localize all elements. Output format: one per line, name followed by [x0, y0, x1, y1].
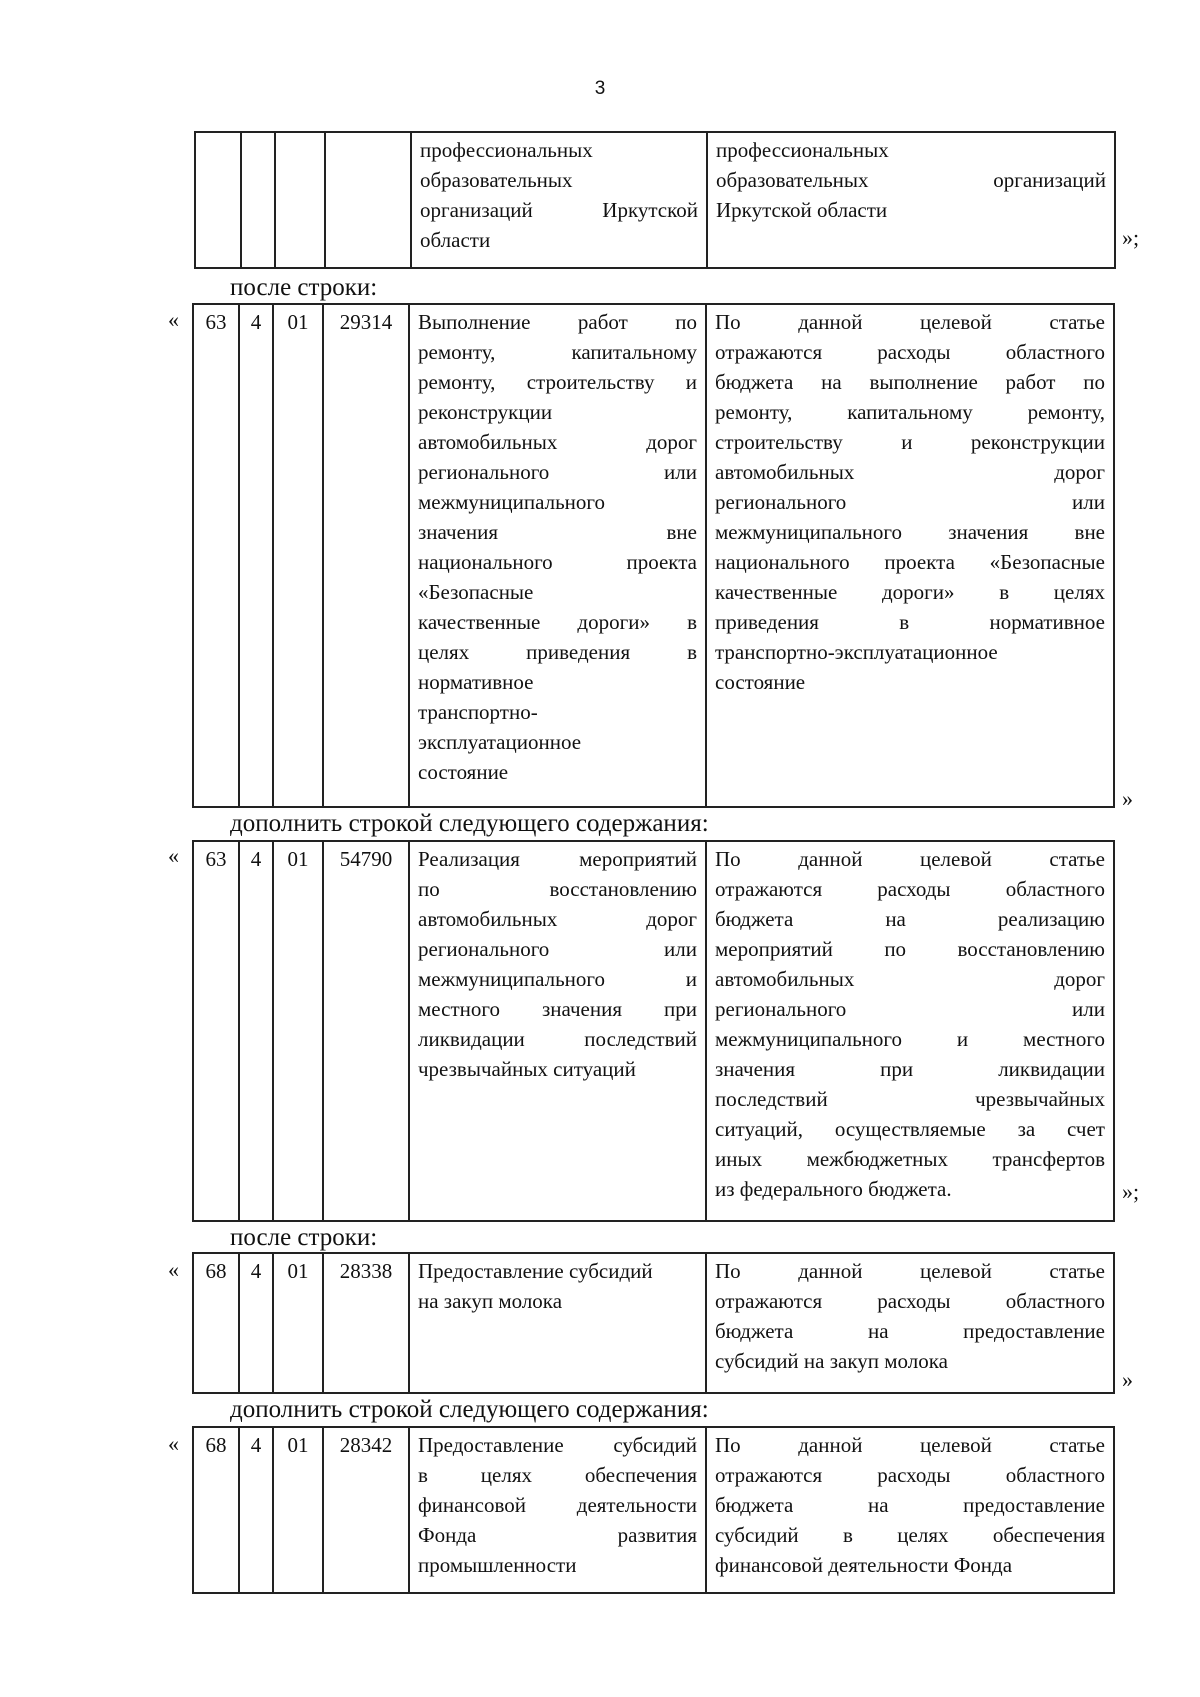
instruction-add-row: дополнить строкой следующего содержания: — [230, 810, 709, 837]
cell-text-line: По данной целевой статье — [715, 1433, 1105, 1457]
cell-text-line: реконструкции — [418, 400, 553, 424]
cell-text-line: качественные дороги» в — [418, 610, 697, 634]
cell-text-line: из федерального бюджета. — [715, 1177, 952, 1201]
cell-text-line: бюджета на предоставление — [715, 1319, 1105, 1343]
code-program: 63 — [193, 841, 239, 1221]
opening-quote: « — [168, 843, 179, 868]
table-row-28342 — [192, 1426, 1115, 1594]
cell-text-line: Иркутской области — [716, 198, 888, 222]
instruction-after-row: после строки: — [230, 1224, 378, 1251]
cell-text-line: значения вне — [418, 520, 697, 544]
cell-text-line: бюджета на выполнение работ по — [715, 370, 1105, 394]
cell-text-line: чрезвычайных ситуаций — [418, 1057, 636, 1081]
table-row-54790 — [192, 840, 1115, 1222]
code-program: 68 — [193, 1253, 239, 1393]
code-direction: 28338 — [323, 1253, 409, 1393]
cell-text-line: Предоставление субсидий — [418, 1433, 697, 1457]
cell-text-line: организаций Иркутской — [420, 198, 698, 222]
code-cell-1 — [195, 132, 241, 268]
cell-text-line: по восстановлению — [418, 877, 697, 901]
code-subprogram: 4 — [239, 1253, 273, 1393]
name-cell — [409, 1253, 706, 1393]
table-row-29314 — [192, 303, 1115, 808]
cell-text-line: отражаются расходы областного — [715, 1289, 1105, 1313]
cell-text-line: бюджета на реализацию — [715, 907, 1105, 931]
cell-text-line: транспортно-эксплуатационное — [715, 640, 998, 664]
cell-text-line: строительству и реконструкции — [715, 430, 1105, 454]
table-row — [193, 841, 1114, 1221]
code-direction: 54790 — [323, 841, 409, 1221]
cell-text-line: По данной целевой статье — [715, 1259, 1105, 1283]
table-row — [193, 1253, 1114, 1393]
cell-text-line: финансовой деятельности Фонда — [715, 1553, 1013, 1577]
opening-quote: « — [168, 307, 179, 332]
cell-text-line: промышленности — [418, 1553, 577, 1577]
cell-text-line: иных межбюджетных трансфертов — [715, 1147, 1105, 1171]
cell-text-line: Предоставление субсидий — [418, 1259, 653, 1283]
code-subprogram: 4 — [239, 1427, 273, 1593]
cell-text-line: межмуниципального и местного — [715, 1027, 1105, 1051]
code-cell-3 — [275, 132, 325, 268]
code-event: 01 — [273, 841, 323, 1221]
cell-text-line: ситуаций, осуществляемые за счет — [715, 1117, 1105, 1141]
cell-text-line: отражаются расходы областного — [715, 340, 1105, 364]
description-cell — [707, 132, 1115, 268]
cell-text-line: национального проекта — [418, 550, 697, 574]
cell-text-line: национального проекта «Безопасные — [715, 550, 1105, 574]
cell-text-line: ликвидации последствий — [418, 1027, 697, 1051]
cell-text-line: межмуниципального значения вне — [715, 520, 1105, 544]
cell-text-line: Реализация мероприятий — [418, 847, 697, 871]
code-subprogram: 4 — [239, 304, 273, 807]
code-direction: 28342 — [323, 1427, 409, 1593]
cell-text-line: состояние — [418, 760, 509, 784]
cell-text-line: мероприятий по восстановлению — [715, 937, 1105, 961]
code-direction: 29314 — [323, 304, 409, 807]
page-number: 3 — [594, 78, 606, 99]
cell-text-line: значения при ликвидации — [715, 1057, 1105, 1081]
cell-text-line: профессиональных — [420, 138, 593, 162]
closing-quote: »; — [1122, 225, 1140, 250]
cell-text-line: ремонту, капитальному ремонту, — [715, 400, 1105, 424]
cell-text-line: состояние — [715, 670, 806, 694]
opening-quote: « — [168, 1257, 179, 1282]
cell-text-line: межмуниципального — [418, 490, 605, 514]
table-row — [195, 132, 1115, 268]
opening-quote: « — [168, 1431, 179, 1456]
closing-quote: » — [1122, 1367, 1133, 1392]
name-cell — [411, 132, 707, 268]
name-cell — [409, 841, 706, 1221]
cell-text-line: в целях обеспечения — [418, 1463, 697, 1487]
cell-text-line: субсидий в целях обеспечения — [715, 1523, 1105, 1547]
name-cell — [409, 304, 706, 807]
description-cell — [706, 1427, 1114, 1593]
cell-text-line: регионального или — [418, 460, 697, 484]
cell-text-line: автомобильных дорог — [418, 430, 697, 454]
code-cell-4 — [325, 132, 411, 268]
description-cell — [706, 1253, 1114, 1393]
table-row-28338 — [192, 1252, 1115, 1394]
cell-text-line: ремонту, строительству и — [418, 370, 697, 394]
cell-text-line: профессиональных — [716, 138, 889, 162]
cell-text-line: приведения в нормативное — [715, 610, 1105, 634]
code-program: 63 — [193, 304, 239, 807]
cell-text-line: финансовой деятельности — [418, 1493, 697, 1517]
cell-text-line: По данной целевой статье — [715, 847, 1105, 871]
cell-text-line: Выполнение работ по — [418, 310, 697, 334]
closing-quote: »; — [1122, 1179, 1140, 1204]
cell-text-line: качественные дороги» в целях — [715, 580, 1105, 604]
instruction-add-row: дополнить строкой следующего содержания: — [230, 1396, 709, 1423]
cell-text-line: образовательных — [420, 168, 573, 192]
code-event: 01 — [273, 1253, 323, 1393]
cell-text-line: По данной целевой статье — [715, 310, 1105, 334]
cell-text-line: нормативное — [418, 670, 534, 694]
cell-text-line: автомобильных дорог — [715, 460, 1105, 484]
cell-text-line: субсидий на закуп молока — [715, 1349, 948, 1373]
cell-text-line: области — [420, 228, 491, 252]
cell-text-line: образовательных организаций — [716, 168, 1106, 192]
instruction-after-row: после строки: — [230, 274, 378, 301]
cell-text-line: транспортно- — [418, 700, 538, 724]
cell-text-line: отражаются расходы областного — [715, 877, 1105, 901]
cell-text-line: бюджета на предоставление — [715, 1493, 1105, 1517]
code-event: 01 — [273, 1427, 323, 1593]
cell-text-line: регионального или — [715, 997, 1105, 1021]
cell-text-line: межмуниципального и — [418, 967, 697, 991]
code-subprogram: 4 — [239, 841, 273, 1221]
table-block-continuation — [194, 131, 1116, 269]
cell-text-line: местного значения при — [418, 997, 697, 1021]
closing-quote: » — [1122, 786, 1133, 811]
cell-text-line: автомобильных дорог — [715, 967, 1105, 991]
cell-text-line: регионального или — [418, 937, 697, 961]
code-event: 01 — [273, 304, 323, 807]
cell-text-line: эксплуатационное — [418, 730, 582, 754]
description-cell — [706, 841, 1114, 1221]
description-cell — [706, 304, 1114, 807]
cell-text-line: целях приведения в — [418, 640, 697, 664]
cell-text-line: на закуп молока — [418, 1289, 563, 1313]
cell-text-line: автомобильных дорог — [418, 907, 697, 931]
cell-text-line: Фонда развития — [418, 1523, 697, 1547]
cell-text-line: отражаются расходы областного — [715, 1463, 1105, 1487]
cell-text-line: ремонту, капитальному — [418, 340, 697, 364]
cell-text-line: «Безопасные — [418, 580, 534, 604]
cell-text-line: последствий чрезвычайных — [715, 1087, 1105, 1111]
table-row — [193, 1427, 1114, 1593]
name-cell — [409, 1427, 706, 1593]
code-program: 68 — [193, 1427, 239, 1593]
table-row — [193, 304, 1114, 807]
code-cell-2 — [241, 132, 275, 268]
cell-text-line: регионального или — [715, 490, 1105, 514]
